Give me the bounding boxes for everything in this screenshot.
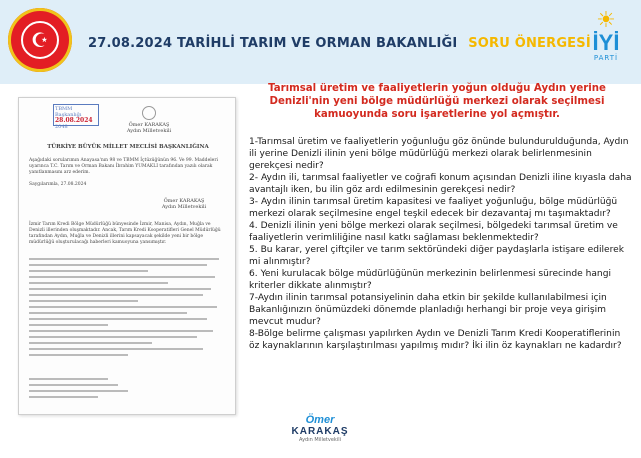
sender-name: Ömer KARAKAŞ — [128, 122, 170, 128]
header-bar — [0, 0, 641, 84]
question-item: 4. Denizli ilinin yeni bölge merkezi olarak seçilmesi, bölgedeki tarımsal üretim ve faaliyetlerin verimliliğine nasıl katkı sağlaması beklenmektedir? — [249, 221, 618, 243]
header-subtitle: SORU ÖNERGESİ — [468, 36, 591, 51]
letter-date-line: Saygılarımla, 27.08.2024 — [29, 182, 87, 187]
page-title — [88, 36, 591, 54]
letter-signature — [149, 198, 219, 210]
sender-block — [119, 106, 179, 134]
footer-first-name: Ömer — [305, 414, 335, 426]
question-item: 1-Tarımsal üretim ve faaliyetlerin yoğunluğu göz önünde bulundurulduğunda, Aydın ili yerine Denizli ilinin yeni bölge müdürlüğü merkezi olarak belirlenmesinin gerekçesi nedir? — [249, 137, 629, 171]
crescent-star-icon: ☪ — [21, 21, 59, 59]
signature-name: Ömer KARAKAŞ — [163, 198, 205, 204]
letter-questions-lines — [29, 258, 227, 360]
content-title: Tarımsal üretim ve faaliyetlerin yoğun olduğu Aydın yerine Denizli'nin yeni bölge müdürlüğü merkezi olarak seçilmesi kamuoyunda soru işaretlerine yol açmıştır. — [268, 83, 606, 120]
seal-icon — [142, 106, 156, 120]
question-item: 8-Bölge belirme çalışması yapılırken Aydın ve Denizli Tarım Kredi Kooperatiflerinin öz kaynaklarının karşılaştırılması yapılmış mıdır? İki ilin öz kaynakları ne kadardır? — [249, 329, 622, 351]
question-item: 2- Aydın ili, tarımsal faaliyetler ve coğrafi konum açısından Denizli iline kıyasla daha avantajlı iken, bu ilin göz ardı edilmesinin gerekçesi nedir? — [249, 173, 632, 195]
letter-intro: Aşağıdaki sorularımın Anayasa'nın 98 ve TBMM İçtüzüğünün 96. Ve 99. Maddeleri uyarınca T.C. Tarım ve Orman Bakanı İbrahim YUMAKLI tarafından yazılı olarak yanıtlanmasını arz ederim. — [29, 158, 218, 175]
question-list — [249, 136, 633, 352]
stamp-date: 28.08.2024 — [55, 117, 93, 124]
party-name: İYİ — [592, 30, 620, 55]
letter-document-image — [18, 97, 236, 415]
receipt-stamp — [53, 104, 99, 130]
question-item: 6. Yeni kurulacak bölge müdürlüğünün merkezinin belirlenmesi sürecinde hangi kriterler dikkate alınmıştır? — [249, 269, 611, 291]
party-logo — [586, 10, 626, 78]
footer-role: Aydın Milletvekili — [299, 437, 341, 443]
footer-signature-logo — [270, 414, 370, 454]
footer-last-name: KARAKAŞ — [291, 426, 349, 437]
letter-footer-lines — [29, 378, 227, 402]
letter-addressee: TÜRKİYE BÜYÜK MİLLET MECLİSİ BAŞKANLIĞINA — [47, 144, 209, 150]
question-item: 5. Bu karar, yerel çiftçiler ve tarım sektöründeki diğer paydaşlarla istişare edilerek mi alınmıştır? — [249, 245, 625, 267]
question-item: 7-Aydın ilinin tarımsal potansiyelinin daha etkin bir şekilde kullanılabilmesi için Bakanlığınızın önümüzdeki dönemde planladığı herhangi bir proje veya girişim mevcut mudur? — [249, 293, 607, 327]
stamp-number: 2048 — [55, 124, 68, 130]
question-content — [244, 82, 630, 396]
signature-role: Aydın Milletvekili — [161, 204, 207, 210]
sun-icon: ☀ — [596, 8, 616, 33]
stamp-text: TBMM Başkanlığı — [55, 106, 82, 118]
sender-role: Aydın Milletvekili — [126, 128, 172, 134]
header-date: 27.08.2024 — [88, 36, 173, 51]
party-label: PARTİ — [593, 54, 619, 62]
letter-body: İzmir Tarım Kredi Bölge Müdürlüğü bünyesinde İzmir, Manisa, Aydın, Muğla ve Denizli illerinden oluşmaktadır. Ancak, Tarım Kredi Kooperatifleri Genel Müdürlüğü tarafından Aydın, Muğla ve Denizli illerini kapsayacak şekilde yeni bir bölge müdürlüğü oluşturulacağı haberleri kamuoyuna yansımıştır. — [29, 222, 221, 245]
question-item: 3- Aydın ilinin tarımsal üretim kapasitesi ve faaliyet yoğunluğu, bölge müdürlüğü merkezi olarak seçilmesine engel teşkil edecek bir dezavantaj mı taşımaktadır? — [249, 197, 618, 219]
header-title-text: TARİHLİ TARIM VE ORMAN BAKANLIĞI — [176, 36, 458, 51]
tbmm-logo — [8, 8, 72, 72]
